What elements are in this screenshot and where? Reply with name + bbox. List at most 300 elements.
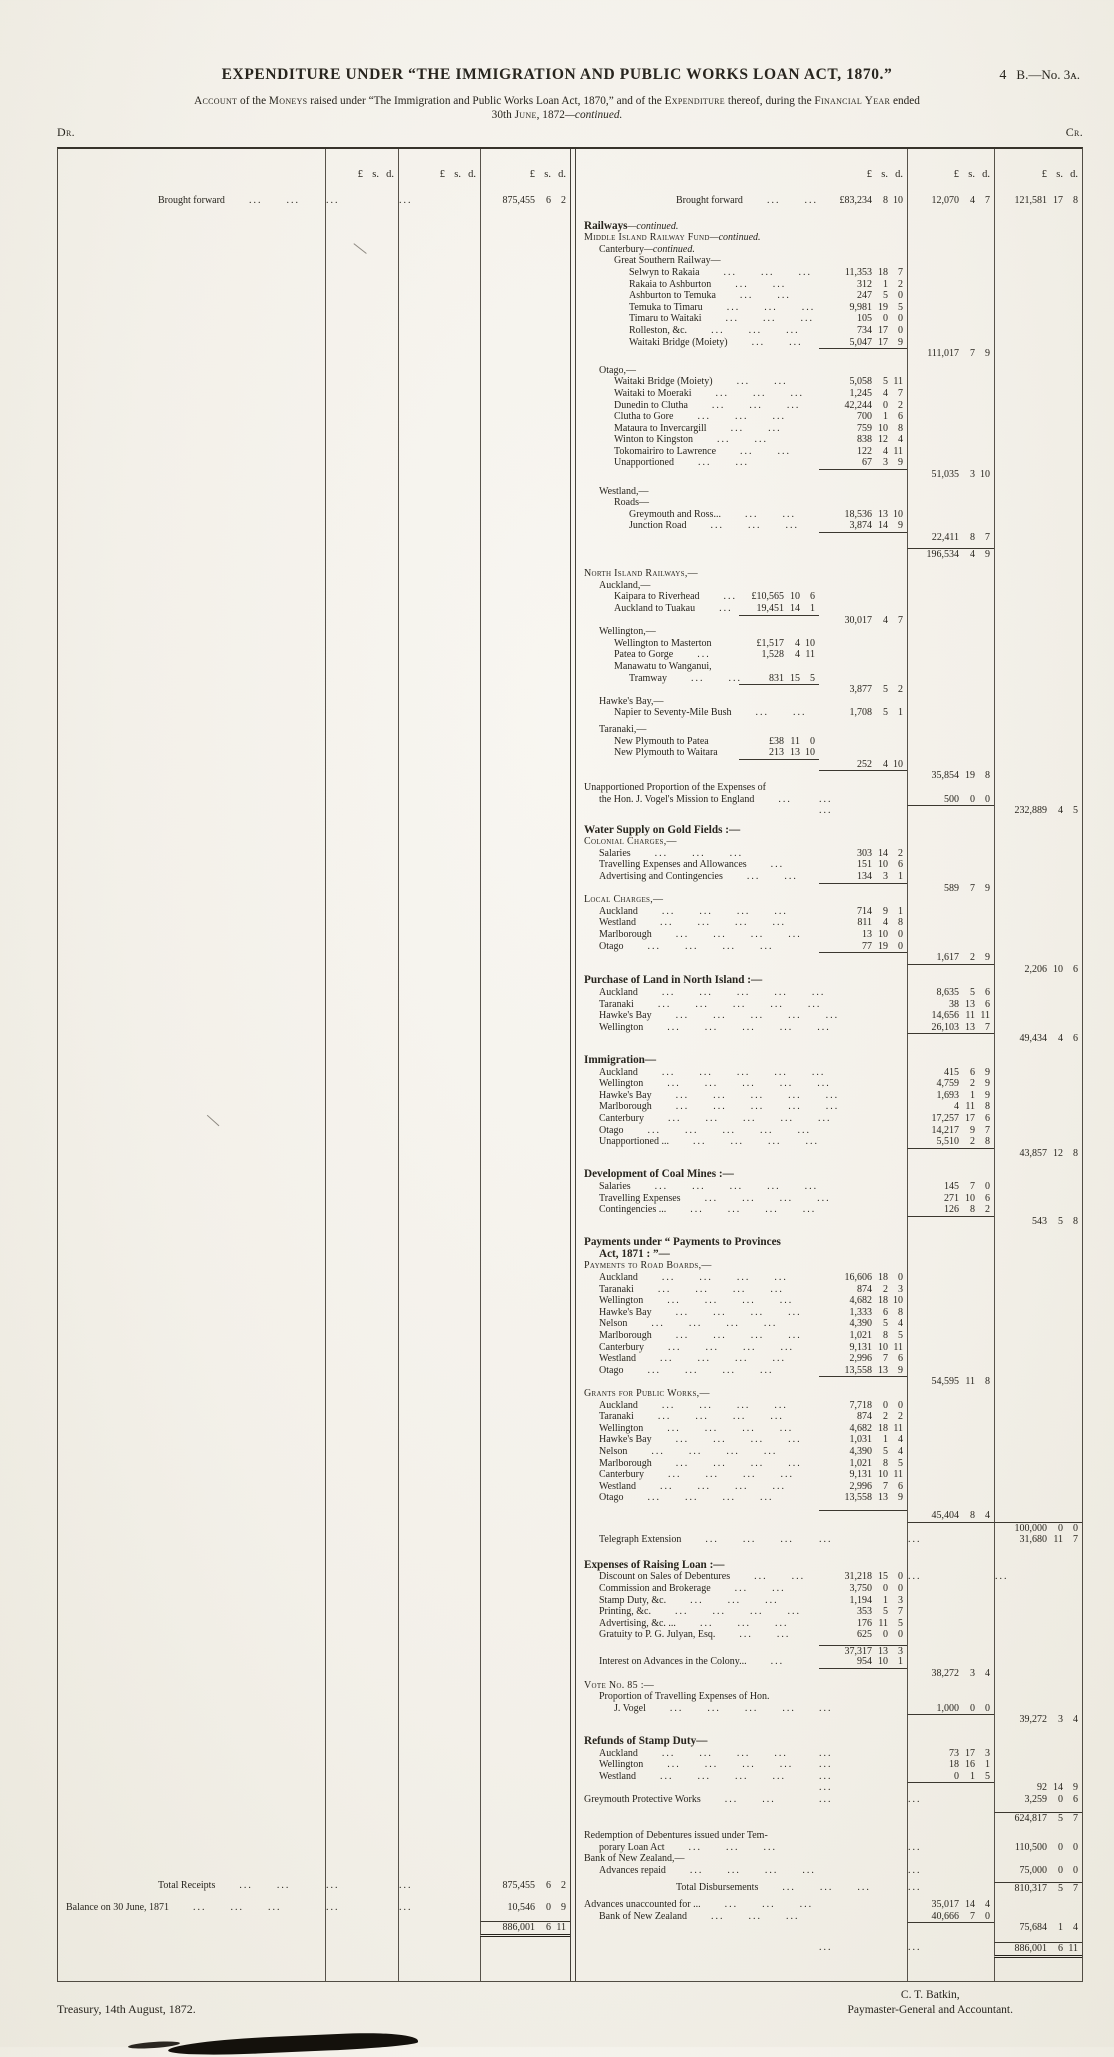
unruled-amount-slot — [819, 975, 907, 987]
total-column-cell — [994, 1101, 1082, 1113]
text-segment: of the — [237, 95, 269, 107]
total-column-cell — [994, 1546, 1082, 1560]
desc-cell — [576, 1794, 907, 1806]
dots-leader: ... — [817, 1192, 831, 1204]
inner-amount-slot — [739, 1680, 819, 1692]
dots-leader: ... — [788, 1457, 802, 1469]
inner-amount-slot — [739, 365, 819, 377]
dots-leader: ... — [704, 1759, 719, 1771]
pounds: 1,617 — [936, 952, 959, 964]
shillings: 5 — [883, 1606, 888, 1618]
dots-leader: ... — [667, 1422, 681, 1434]
dots-leader: ... — [690, 1594, 704, 1606]
shillings: 3 — [883, 457, 888, 469]
desc-cell — [58, 1880, 325, 1892]
amount — [819, 1272, 907, 1284]
shillings: 11 — [1053, 1534, 1063, 1546]
ledger-row — [576, 1353, 1082, 1365]
unruled-amount-slot — [819, 1307, 907, 1319]
dots-leader: ... — [779, 1192, 794, 1204]
shillings: 4 — [883, 614, 888, 626]
subtotal-column-cell — [907, 1216, 994, 1228]
unruled-amount-slot — [819, 836, 907, 848]
pounds: 759 — [857, 422, 872, 434]
pounds: 92 — [1037, 1782, 1047, 1794]
subtotal-column-cell — [907, 580, 994, 592]
ledger-row — [576, 615, 1082, 627]
unruled-amount-slot — [819, 999, 907, 1011]
dots-leader: ... — [743, 1112, 757, 1124]
signature-block — [848, 1988, 1014, 2018]
desc-cell — [576, 707, 907, 719]
shillings: 9 — [883, 905, 888, 917]
ledger-row — [576, 486, 1082, 498]
amount — [819, 1365, 907, 1377]
pence: 0 — [898, 290, 903, 302]
inner-amount-slot — [739, 1365, 819, 1377]
unruled-amount-slot — [819, 917, 907, 929]
row-label: Payments to Road Boards,— — [584, 1260, 712, 1272]
subtotal-column-cell — [907, 929, 994, 941]
inner-amount-slot — [739, 825, 819, 837]
dots-leader: ... — [651, 1445, 665, 1457]
pence: 8 — [985, 1376, 990, 1388]
paper-number: B.—No. 3ᴀ. — [1016, 67, 1080, 82]
dots-leader: ... — [724, 1794, 739, 1805]
inner-amount-slot — [739, 782, 819, 794]
dots-leader: ... — [688, 1445, 703, 1457]
ledger-row — [576, 1090, 1082, 1102]
dots-leader: ... — [661, 1399, 676, 1411]
desc-cell — [576, 603, 907, 615]
shillings: 7 — [970, 1180, 975, 1192]
desc-cell — [576, 279, 907, 291]
dots-leader: ... — [772, 1770, 786, 1782]
subtotal-column-cell — [907, 817, 994, 825]
pence: 5 — [985, 1770, 990, 1782]
cr-label: Cr. — [1065, 125, 1083, 139]
shillings: 7 — [970, 882, 975, 894]
total-column-cell — [994, 1342, 1082, 1354]
total-column-cell — [994, 894, 1082, 906]
ledger-row — [576, 1736, 1082, 1748]
row-label: Purchase of Land in North Island :— — [584, 975, 763, 987]
desc-cell — [58, 1902, 325, 1914]
amount — [819, 400, 907, 412]
shillings: 4 — [883, 387, 888, 399]
shillings: 1 — [1058, 1922, 1063, 1934]
row-label: Rolleston, &c. — [629, 324, 688, 336]
shillings: 19 — [965, 770, 975, 782]
dots-leader: ... — [779, 1021, 794, 1033]
dots-leader: ... — [697, 411, 711, 423]
column-header-row — [576, 149, 1082, 195]
row-label: Otago — [599, 940, 624, 952]
inner-amount-slot — [739, 707, 819, 719]
row-label: Advertising, &c. ... — [599, 1617, 676, 1629]
continued-suffix: —continued. — [627, 220, 679, 232]
total-column-cell — [994, 1216, 1082, 1228]
subtotal-column-cell — [907, 365, 994, 377]
unruled-amount-slot — [819, 580, 907, 592]
inner-amount-slot — [739, 1481, 819, 1493]
unruled-amount-slot — [819, 1227, 907, 1237]
total-column-cell — [994, 684, 1082, 696]
dots-leader: ... — [761, 266, 775, 278]
unruled-amount-slot — [819, 1193, 907, 1205]
row-label: Discount on Sales of Debentures — [599, 1571, 731, 1583]
dots-leader: ... — [734, 1582, 749, 1594]
subtotal-column-cell — [907, 1227, 994, 1237]
dots-leader: ... — [667, 1078, 681, 1090]
pence: 4 — [898, 1318, 903, 1330]
ledger-row — [58, 1921, 570, 1937]
ledger-row — [576, 548, 1082, 561]
unruled-amount-slot — [819, 1181, 907, 1193]
money-cell-2 — [398, 1902, 480, 1914]
inner-amount-slot — [739, 469, 819, 481]
text-segment: raised under “The Immigration and Public Works Loan Act, 1870,” and of the — [307, 95, 665, 107]
ledger-row — [576, 883, 1082, 895]
inner-amount-slot — [739, 859, 819, 871]
subtotal-column-cell — [907, 423, 994, 435]
dots-leader: ... — [736, 987, 751, 998]
shillings: 10 — [790, 591, 800, 603]
total-column-cell — [994, 883, 1082, 895]
amount — [908, 1010, 994, 1022]
amount — [908, 1181, 994, 1193]
money-header-3 — [480, 149, 570, 195]
pounds: 5,058 — [849, 376, 872, 388]
desc-cell — [576, 964, 907, 976]
row-label: Canterbury — [599, 1469, 644, 1481]
dots-leader: ... — [697, 917, 711, 929]
ledger-row — [576, 1606, 1082, 1618]
total-column-cell — [994, 1583, 1082, 1595]
amount — [481, 1902, 570, 1914]
dots-leader: ... — [722, 1124, 736, 1136]
amount — [908, 1193, 994, 1205]
total-column-cell — [994, 376, 1082, 388]
inner-amount-slot — [739, 1618, 819, 1630]
ledger-row — [576, 1055, 1082, 1067]
pounds: 1,708 — [849, 707, 872, 719]
dots-leader: ... — [742, 1422, 756, 1434]
shillings: 11 — [965, 1010, 975, 1022]
pence: 2 — [898, 684, 903, 696]
ledger-row — [576, 1237, 1082, 1249]
unruled-amount-slot — [819, 1101, 907, 1113]
ledger-row — [576, 1794, 1082, 1806]
pence: 0 — [985, 1910, 990, 1922]
subtotal-column-cell — [907, 348, 994, 360]
dots-leader: ... — [779, 1295, 794, 1307]
total-column-cell — [994, 457, 1082, 469]
inner-amount-slot — [739, 1703, 819, 1715]
dots-leader: ... — [819, 805, 833, 817]
subtotal-column-cell — [907, 337, 994, 349]
inner-amount-slot — [739, 1284, 819, 1296]
pence: 7 — [898, 387, 903, 399]
inner-amount-slot — [739, 817, 819, 825]
dots-leader: ... — [782, 508, 796, 520]
unruled-amount-slot — [819, 906, 907, 918]
shillings: 7 — [883, 1353, 888, 1365]
desc-cell — [576, 1680, 907, 1692]
pounds: £ — [953, 169, 959, 180]
amount — [739, 673, 819, 685]
total-column-cell — [994, 195, 1082, 207]
row-label: Auckland,— — [599, 579, 651, 591]
inner-amount-slot — [739, 1227, 819, 1237]
desc-cell — [576, 1237, 907, 1249]
subtotal-column-cell — [907, 1492, 994, 1504]
pounds: £ — [439, 169, 445, 180]
ledger-row — [576, 1748, 1082, 1760]
amount — [326, 1880, 398, 1892]
pence: 0 — [985, 1180, 990, 1192]
row-label: Commission and Brokerage — [599, 1582, 711, 1594]
inner-amount-slot — [739, 1216, 819, 1228]
total-column-cell — [994, 1922, 1082, 1934]
dots-leader: ... — [729, 1180, 744, 1192]
ledger-row — [576, 411, 1082, 423]
unruled-amount-slot — [819, 149, 907, 195]
amount — [908, 770, 994, 782]
total-column-cell — [994, 388, 1082, 400]
pence: 11 — [893, 376, 903, 388]
desc-cell — [576, 825, 907, 837]
ledger-row — [576, 1078, 1082, 1090]
pence: 0 — [898, 1571, 903, 1583]
unruled-amount-slot — [819, 1434, 907, 1446]
pence: 5 — [898, 1617, 903, 1629]
dots-leader: ... — [729, 847, 744, 859]
ledger-row — [576, 1307, 1082, 1319]
dots-leader: ... — [732, 998, 747, 1010]
ledger-row — [576, 1101, 1082, 1113]
inner-amount-slot — [739, 1458, 819, 1470]
amount — [819, 1571, 907, 1583]
unruled-amount-slot — [819, 1055, 907, 1067]
dots-leader: ... — [711, 399, 726, 411]
row-label: Otago — [599, 1124, 624, 1136]
inner-amount-slot — [739, 1911, 819, 1923]
pence: d. — [468, 169, 476, 180]
pounds: 196,534 — [926, 548, 959, 560]
ledger-row — [576, 1899, 1082, 1911]
spacer-row — [58, 1913, 570, 1921]
dots-leader: ... — [654, 847, 669, 859]
pence: 9 — [898, 457, 903, 469]
dots-leader: ... — [774, 1272, 788, 1284]
total-column-cell — [994, 1492, 1082, 1504]
dots-leader: ... — [695, 1411, 709, 1423]
pence: 1 — [985, 1759, 990, 1771]
shillings: 0 — [883, 1629, 888, 1641]
dots-leader: ... — [762, 1899, 776, 1911]
amount — [908, 1534, 994, 1546]
inner-amount-slot — [739, 1169, 819, 1181]
ledger-row — [576, 244, 1082, 256]
dots-leader: ... — [734, 411, 749, 423]
money-cell-2 — [398, 207, 480, 1881]
dots-leader: ... — [675, 1457, 690, 1469]
subtotal-column-cell — [907, 673, 994, 685]
row-label: Grants for Public Works,— — [584, 1388, 710, 1399]
row-label: Westland — [599, 917, 636, 929]
dots-leader: ... — [659, 1480, 674, 1492]
amount — [819, 1595, 907, 1607]
subtotal-column-cell — [907, 1318, 994, 1330]
row-label: Railways — [584, 220, 628, 232]
subtotal-column-cell — [907, 1934, 994, 1942]
row-label: Proportion of Travelling Expenses of Hon. — [599, 1691, 770, 1703]
ledger-row — [576, 279, 1082, 291]
subtotal-column-cell — [907, 1411, 994, 1423]
ledger-row — [576, 434, 1082, 446]
shillings: 7 — [970, 348, 975, 360]
ledger-row — [576, 1680, 1082, 1692]
dots-leader: ... — [727, 1594, 742, 1606]
total-column-cell — [994, 1595, 1082, 1607]
dots-leader: ... — [995, 1571, 1009, 1583]
total-column-cell — [994, 696, 1082, 708]
desc-cell — [576, 388, 907, 400]
inner-amount-slot — [739, 591, 819, 603]
row-label: Otago,— — [599, 364, 636, 376]
amount — [908, 987, 994, 999]
desc-cell — [576, 1703, 907, 1715]
inner-amount-slot — [739, 1033, 819, 1045]
dots-leader: ... — [732, 1283, 747, 1295]
ledger-row — [576, 1583, 1082, 1595]
inner-amount-slot — [739, 1595, 819, 1607]
ledger-row — [576, 580, 1082, 592]
pounds: 7,718 — [849, 1399, 872, 1411]
unruled-amount-slot — [819, 871, 907, 883]
row-label: Selwyn to Rakaia — [629, 266, 700, 278]
pence: 5 — [898, 1457, 903, 1469]
desc-cell — [576, 221, 907, 233]
unruled-amount-slot — [819, 825, 907, 837]
shillings: 17 — [878, 336, 888, 348]
ledger-row — [576, 1260, 1082, 1272]
dots-leader: ... — [749, 1606, 764, 1618]
row-label: Westland — [599, 1480, 636, 1492]
spacer-row — [576, 1546, 1082, 1560]
subtotal-column-cell — [907, 1759, 994, 1771]
subtotal-column-cell — [907, 696, 994, 708]
money-cell-2 — [398, 1921, 480, 1937]
inner-amount-slot — [739, 1181, 819, 1193]
spacer-row — [58, 1892, 570, 1902]
total-column-cell — [994, 1307, 1082, 1319]
row-label: Mataura to Invercargill — [614, 422, 707, 434]
total-column-cell — [994, 1691, 1082, 1703]
total-column-cell — [994, 1125, 1082, 1137]
dots-leader: ... — [779, 1078, 794, 1090]
ledger-row — [576, 1400, 1082, 1412]
dots-leader: ... — [268, 1901, 282, 1913]
total-column-cell — [994, 560, 1082, 568]
subtotal-column-cell — [907, 1181, 994, 1193]
ledger-row — [576, 1033, 1082, 1045]
ledger-row — [576, 376, 1082, 388]
dots-leader: ... — [697, 1480, 711, 1492]
dots-leader: ... — [819, 1770, 833, 1782]
row-label: Printing, &c. — [599, 1606, 651, 1618]
total-column-cell — [994, 649, 1082, 661]
unruled-amount-slot — [819, 1249, 907, 1261]
dots-leader: ... — [689, 1864, 704, 1876]
ledger-row — [576, 805, 1082, 817]
amount — [819, 1782, 907, 1794]
amount — [326, 149, 398, 181]
shillings: 17 — [965, 1747, 975, 1759]
pounds: 40,666 — [931, 1910, 959, 1922]
desc-cell — [576, 1714, 907, 1726]
total-column-cell — [994, 1882, 1082, 1895]
unruled-amount-slot — [819, 302, 907, 314]
ledger-row — [576, 195, 1082, 207]
desc-cell — [576, 1227, 907, 1237]
unruled-amount-slot — [819, 964, 907, 976]
total-column-cell — [994, 532, 1082, 544]
dots-leader: ... — [750, 1457, 765, 1469]
desc-cell — [576, 1759, 907, 1771]
row-label: Auckland — [599, 987, 638, 998]
shillings: 11 — [965, 1101, 975, 1113]
desc-cell — [576, 952, 907, 964]
inner-amount-slot — [739, 1771, 819, 1783]
shillings: 4 — [883, 445, 888, 457]
pounds: 38,272 — [931, 1668, 959, 1680]
row-label: Unapportioned Proportion of the Expenses of — [584, 781, 766, 793]
money-cell-3 — [480, 1937, 570, 1981]
ledger-row — [576, 232, 1082, 244]
total-column-cell — [994, 232, 1082, 244]
inner-amount-slot — [739, 325, 819, 337]
subtotal-column-cell — [907, 1882, 994, 1895]
dots-leader: ... — [780, 1112, 794, 1124]
pence: 10 — [893, 508, 903, 520]
desc-cell — [576, 591, 907, 603]
dots-leader: ... — [684, 1364, 699, 1376]
unruled-amount-slot — [819, 1423, 907, 1435]
pence: 10 — [805, 747, 815, 759]
total-column-cell — [994, 1629, 1082, 1641]
total-column-cell — [994, 1618, 1082, 1630]
dots-leader: ... — [750, 1010, 765, 1022]
total-column-cell — [994, 486, 1082, 498]
unruled-amount-slot — [819, 1560, 907, 1572]
subtotal-column-cell — [907, 497, 994, 509]
pounds: 77 — [862, 940, 872, 952]
pence: 0 — [898, 324, 903, 336]
subtotal-column-cell — [907, 1571, 994, 1583]
dots-leader: ... — [740, 445, 754, 457]
subtotal-column-cell — [907, 568, 994, 580]
desc-cell — [576, 1726, 907, 1736]
ledger-row — [576, 591, 1082, 603]
unruled-amount-slot — [819, 376, 907, 388]
pence: 2 — [898, 1411, 903, 1423]
pounds: 176 — [857, 1617, 872, 1629]
subtotal-column-cell — [907, 1703, 994, 1715]
pounds: 18,536 — [844, 508, 872, 520]
total-column-cell — [994, 1736, 1082, 1748]
